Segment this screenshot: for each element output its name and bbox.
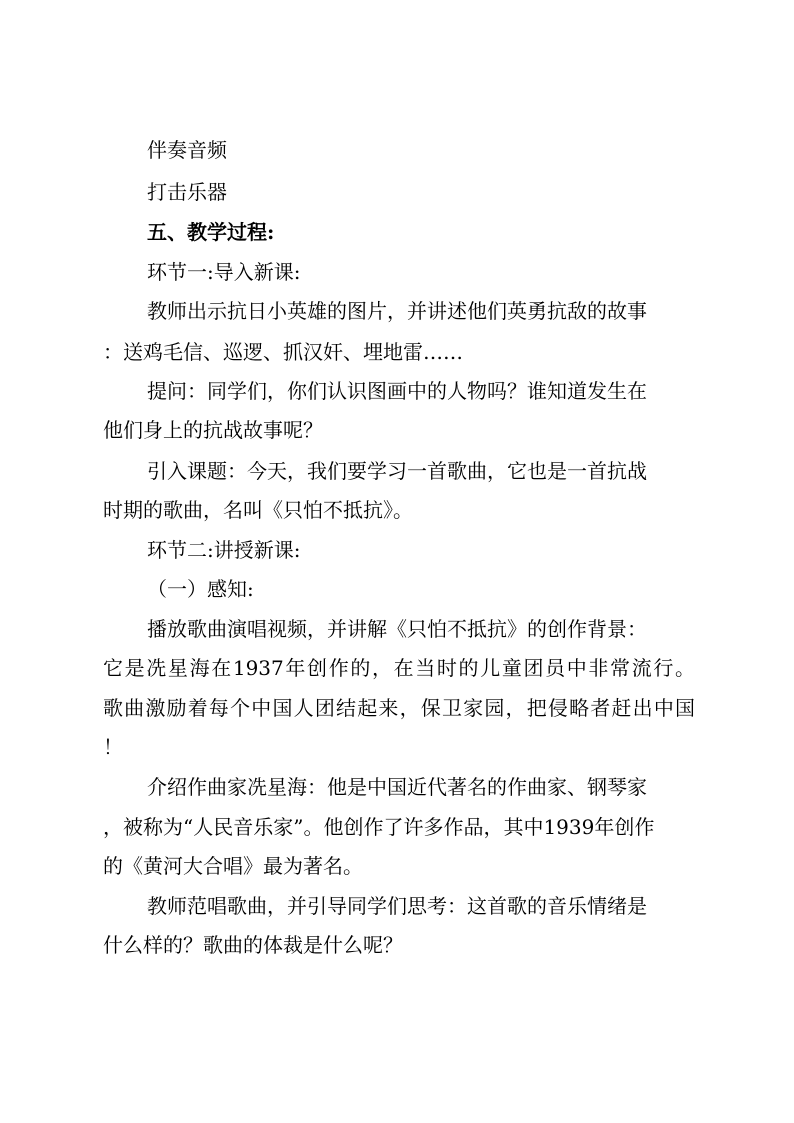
step-one-heading: 环节一:导入新课: <box>147 260 301 284</box>
paragraph-line: ：送鸡毛信、巡逻、抓汉奸、埋地雷…… <box>103 340 463 364</box>
paragraph-line: 播放歌曲演唱视频，并讲解《只怕不抵抗》的创作背景： <box>147 617 647 641</box>
paragraph-line: 提问：同学们，你们认识图画中的人物吗？谁知道发生在 <box>147 379 647 403</box>
subsection-heading-perception: （一）感知: <box>147 577 254 601</box>
paragraph-line: ，被称为“人民音乐家”。他创作了许多作品，其中1939年创作 <box>103 815 655 839</box>
material-item-percussion: 打击乐器 <box>147 180 227 204</box>
paragraph-line: 教师出示抗日小英雄的图片，并讲述他们英勇抗敌的故事 <box>147 299 647 323</box>
paragraph-line: 引入课题：今天，我们要学习一首歌曲，它也是一首抗战 <box>147 459 647 483</box>
paragraph-line: 他们身上的抗战故事呢？ <box>103 418 323 442</box>
paragraph-line: 教师范唱歌曲，并引导同学们思考：这首歌的音乐情绪是 <box>147 894 647 918</box>
section-heading-teaching-process: 五、教学过程: <box>147 220 275 244</box>
step-two-heading: 环节二:讲授新课: <box>147 538 301 562</box>
paragraph-line: 它是冼星海在1937年创作的，在当时的儿童团员中非常流行。 <box>103 656 695 680</box>
paragraph-line: 歌曲激励着每个中国人团结起来，保卫家园，把侵略者赶出中国 <box>103 696 695 720</box>
paragraph-line: 时期的歌曲，名叫《只怕不抵抗》。 <box>103 498 413 522</box>
paragraph-line: 的《黄河大合唱》最为著名。 <box>103 854 363 878</box>
paragraph-line: ！ <box>103 735 123 759</box>
material-item-audio: 伴奏音频 <box>147 138 227 162</box>
paragraph-line: 什么样的？歌曲的体裁是什么呢？ <box>103 933 403 957</box>
paragraph-line: 介绍作曲家冼星海：他是中国近代著名的作曲家、钢琴家 <box>147 775 647 799</box>
